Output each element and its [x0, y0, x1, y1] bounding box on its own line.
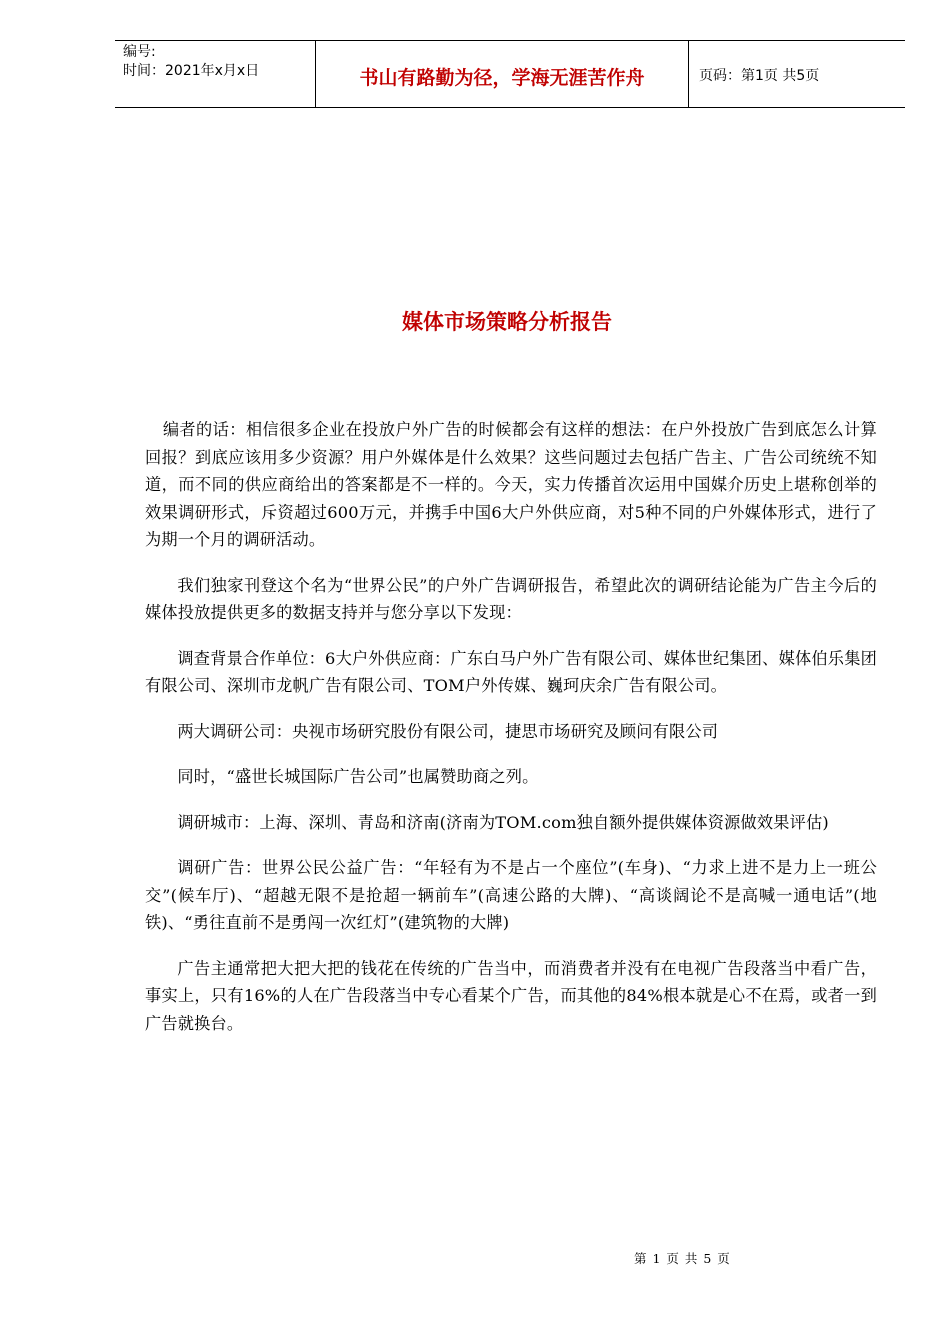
- time-label: 时间：2021年x月x日: [123, 63, 260, 79]
- paragraph-cities: 调研城市：上海、深圳、青岛和济南(济南为TOM.com独自额外提供媒体资源做效果评估): [177, 812, 829, 832]
- paragraph-ads: 调研广告：世界公民公益广告：“年轻有为不是占一个座位”(车身)、“力求上进不是力上一班公交”(候车厅)、“超越无限不是抢超一辆前车”(高速公路的大牌)、“高谈阔论不是高喊一通电话”(地铁)、“勇往直前不是勇闯一次红灯”(建筑物的大牌): [145, 858, 877, 932]
- page-footer: 第 1 页 共 5 页: [634, 1251, 731, 1266]
- serial-label: 编号:: [123, 44, 156, 60]
- document-title: 媒体市场策略分析报告: [402, 310, 612, 334]
- header-page-info: 页码：第1页 共5页: [699, 68, 820, 84]
- header-table: [115, 40, 905, 108]
- paragraph-partners: 调查背景合作单位：6大户外供应商：广东白马户外广告有限公司、媒体世纪集团、媒体伯乐集团有限公司、深圳市龙帆广告有限公司、TOM户外传媒、巍珂庆余广告有限公司。: [145, 648, 877, 695]
- paragraph-sponsor: 同时，“盛世长城国际广告公司”也属赞助商之列。: [177, 767, 539, 786]
- paragraph-findings: 广告主通常把大把大把的钱花在传统的广告当中，而消费者并没有在电视广告段落当中看广告，事实上，只有16%的人在广告段落当中专心看某个广告，而其他的84%根本就是心不在焉，或者一到广告就换台。: [145, 958, 877, 1033]
- header-motto-cell: [316, 41, 689, 107]
- paragraph-editor-note: 编者的话：相信很多企业在投放户外广告的时候都会有这样的想法：在户外投放广告到底怎么计算回报？到底应该用多少资源？用户外媒体是什么效果？这些问题过去包括广告主、广告公司统统不知道，而不同的供应商给出的答案都是不一样的。今天，实力传播首次运用中国媒介历史上堪称创举的效果调研形式，斥资超过600万元，并携手中国6大户外供应商，对5种不同的户外媒体形式，进行了为期一个月的调研活动。: [145, 420, 877, 549]
- document-body: [145, 416, 877, 1055]
- header-motto: 书山有路勤为径，学海无涯苦作舟: [359, 66, 645, 89]
- paragraph-intro: 我们独家刊登这个名为“世界公民”的户外广告调研报告，希望此次的调研结论能为广告主今后的媒体投放提供更多的数据支持并与您分享以下发现：: [145, 575, 877, 622]
- header-page-cell: [689, 41, 905, 107]
- paragraph-research-firms: 两大调研公司：央视市场研究股份有限公司，捷思市场研究及顾问有限公司: [177, 721, 719, 741]
- header-meta-cell: [115, 41, 316, 107]
